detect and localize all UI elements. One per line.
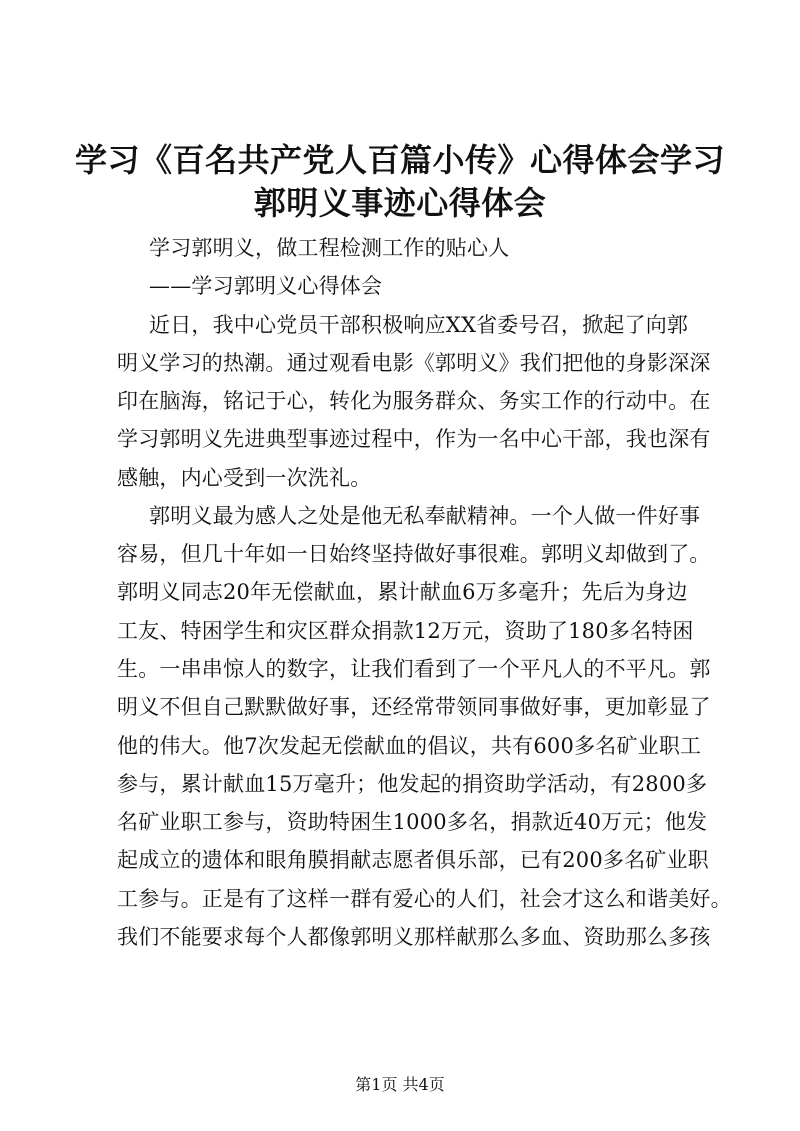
paragraph-line: 工友、特困学生和灾区群众捐款12万元，资助了180多名特困 <box>117 619 694 643</box>
subtitle: 学习郭明义，做工程检测工作的贴心人 <box>149 236 510 260</box>
paragraph-line: 学习郭明义先进典型事迹过程中，作为一名中心干部，我也深有 <box>117 427 711 451</box>
paragraph-line: 参与，累计献血15万毫升；他发起的捐资助学活动，有2800多 <box>117 772 708 796</box>
paragraph-line: 工参与。正是有了这样一群有爱心的人们，社会才这么和谐美好。 <box>117 887 732 911</box>
subtitle-attribution: ——学习郭明义心得体会 <box>149 274 383 298</box>
paragraph-line: 近日，我中心党员干部积极响应XX省委号召，掀起了向郭 <box>149 313 689 337</box>
document-title-line-1: 学习《百名共产党人百篇小传》心得体会学习 <box>74 141 725 179</box>
paragraph-line: 郭明义最为感人之处是他无私奉献精神。一个人做一件好事 <box>149 504 701 528</box>
paragraph-line: 生。一串串惊人的数字，让我们看到了一个平凡人的不平凡。郭 <box>117 657 711 681</box>
document-title-line-2: 郭明义事迹心得体会 <box>253 184 547 222</box>
paragraph-line: 感触，内心受到一次洗礼。 <box>117 466 372 490</box>
paragraph-line: 起成立的遗体和眼角膜捐献志愿者俱乐部，已有200多名矿业职 <box>117 848 709 872</box>
page-number-footer: 第1页 共4页 <box>355 1075 445 1094</box>
paragraph-line: 明义不但自己默默做好事，还经常带领同事做好事，更加彰显了 <box>117 695 711 719</box>
paragraph-line: 他的伟大。他7次发起无偿献血的倡议，共有600多名矿业职工 <box>117 734 702 758</box>
paragraph-line: 我们不能要求每个人都像郭明义那样献那么多血、资助那么多孩 <box>117 925 711 949</box>
paragraph-line: 容易，但几十年如一日始终坚持做好事很难。郭明义却做到了。 <box>117 542 711 566</box>
paragraph-line: 印在脑海，铭记于心，转化为服务群众、务实工作的行动中。在 <box>117 389 711 413</box>
paragraph-line: 名矿业职工参与，资助特困生1000多名，捐款近40万元；他发 <box>117 810 708 834</box>
paragraph-line: 郭明义同志20年无偿献血，累计献血6万多毫升；先后为身边 <box>117 580 688 604</box>
paragraph-line: 明义学习的热潮。通过观看电影《郭明义》我们把他的身影深深 <box>117 351 711 375</box>
